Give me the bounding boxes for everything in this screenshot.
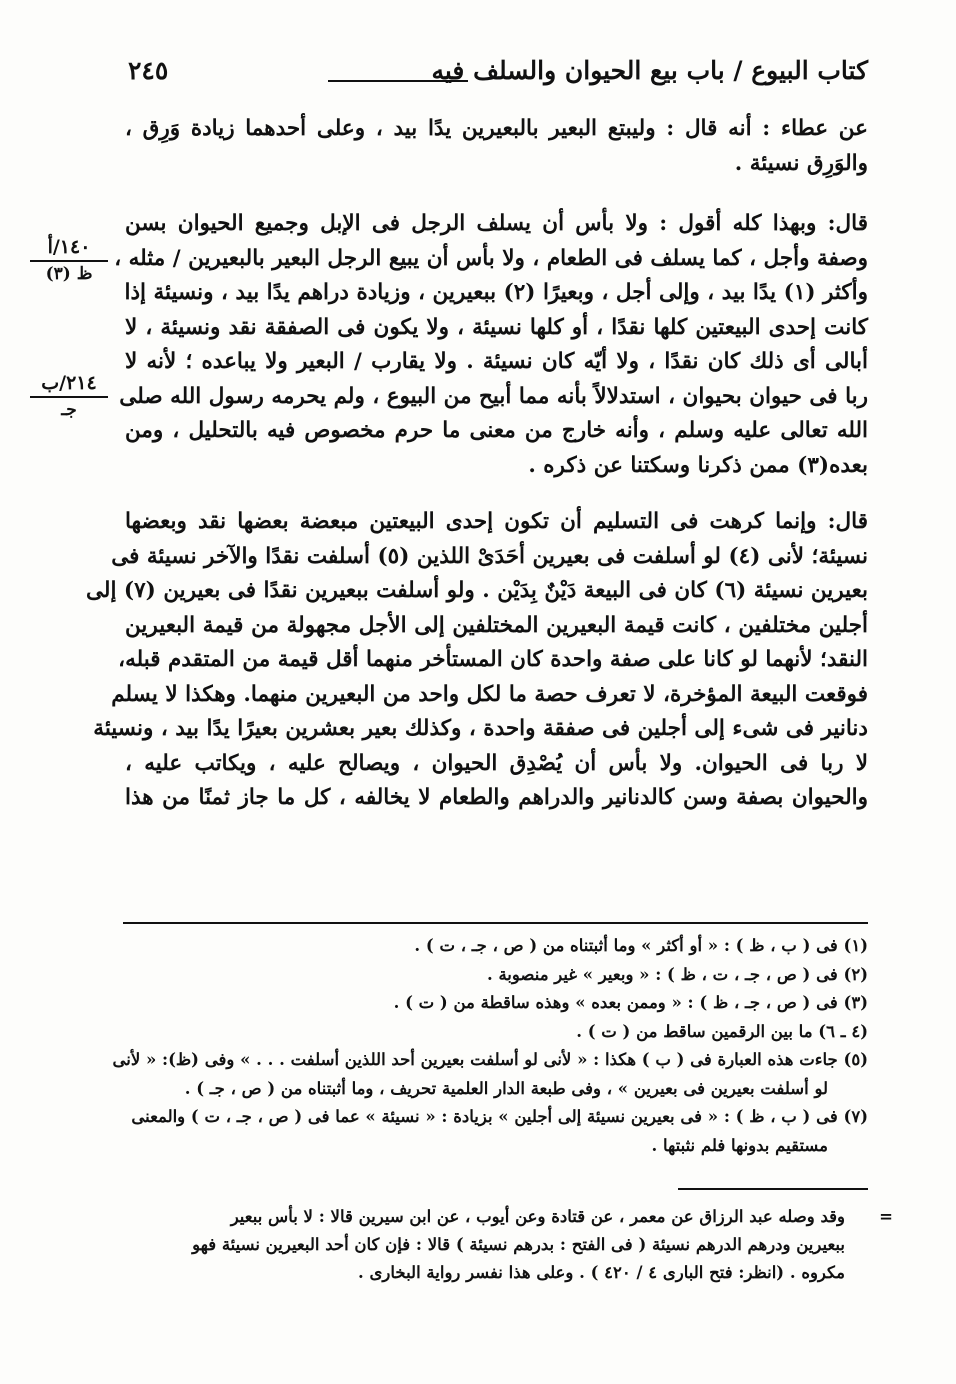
text-segment: وبهذا كله أقول : ولا بأس أن يسلف الرجل فى الإبل وجميع الحيوان بسن bbox=[125, 211, 817, 236]
footnote: (٥) جاءت هذه العبارة فى ( ب ) هكذا : « لأنى لو أسلفت بعيرين أحد اللذين أسلفت . . . » وفى (ظ): « لأنى bbox=[112, 1050, 868, 1069]
text-line: بعيرين نسيئة (٦) كان فى البيعة دَيْنٌ بِدَيْن . ولو أسلفت ببعيرين نقدًا فى بعيرين (٧) إلى bbox=[85, 578, 868, 603]
footnote: (٤ ـ ٦) ما بين الرقمين ساقط من ( ت ) . bbox=[576, 1021, 868, 1041]
text-line: الله تعالى عليه وسلم ، وأنه خارج من معنى ما حرم مخصوص فيه بالتحليل ، ومن bbox=[125, 418, 868, 443]
footnote-continuation: لو أسلفت بعيرين فى بعيرين » ، وفى طبعة الدار العلمية تحريف ، وما أثبتناه من ( ص ، جـ ) . bbox=[184, 1078, 828, 1098]
text-line bbox=[125, 505, 868, 540]
text-line: وأكثر (١) يدًا بيد ، وإلى أجل ، وبعيرًا (٢) ببعيرين ، وزيادة دراهم يدًا بيد ، ونسيئة إذا bbox=[124, 280, 868, 305]
margin-note-folio: ٢١٤/ب bbox=[30, 372, 108, 398]
page-header bbox=[128, 56, 868, 90]
speaker-keyword: قال: bbox=[827, 509, 868, 534]
note-line: وقد وصله عبد الرزاق عن معمر ، عن قتادة وعن أيوب ، عن ابن سيرين قالا : لا بأس ببعير bbox=[230, 1207, 845, 1226]
text-line: النقد؛ لأنهما لو كانا على صفة واحدة كان المستأخر منهما أقل قيمة من المتقدم قبله، bbox=[118, 647, 868, 672]
footnotes bbox=[112, 932, 868, 1160]
text-line: والوَرِق نسيئة . bbox=[734, 150, 868, 176]
text-segment: وإنما كرهت فى التسليم أن تكون إحدى البيعتين مبعضة بعضها نقد وبعضها bbox=[125, 509, 817, 534]
continued-note bbox=[125, 1203, 893, 1287]
margin-note bbox=[30, 236, 108, 284]
text-line: فوقعت البيعة المؤخرة، لا تعرف حصة ما لكل واحد من البعيرين منهما. وهكذا لا يسلم bbox=[111, 681, 868, 707]
text-line: أبالى أى ذلك كان نقدًا ، ولا أيّه كان نسيئة . ولا يقارب / البعير ولا يباعده ؛ لأنه لا bbox=[125, 349, 868, 374]
footnote-continuation: مستقيم بدونها فلم نثبتها . bbox=[651, 1135, 828, 1155]
text-line: بعده(٣) ممن ذكرنا وسكتنا عن ذكره . bbox=[528, 452, 868, 478]
note-line: مكروه . (انظر: فتح البارى ٤ / ٤٢٠ ) . وعلى هذا نفسر رواية البخارى . bbox=[358, 1263, 845, 1282]
paragraph bbox=[114, 207, 868, 483]
text-line: ربا فى حيوان بحيوان ، استدلالاً بأنه مما أبيح من البيوع ، ولم يحرمه رسول الله صلى bbox=[119, 383, 868, 409]
text-line: والحيوان بصفة وسن كالدنانير والدراهم والطعام لا يخالفه ، كل ما جاز ثمنًا من هذا bbox=[125, 785, 868, 810]
text-line: أجلين مختلفين ، كانت قيمة البعيرين المختلفين إلى الأجل مجهولة من قيمة البعيرين bbox=[125, 612, 868, 638]
text-line: نسيئة؛ لأنى (٤) لو أسلفت فى بعيرين أحَدَىْ اللذين (٥) أسلفت نقدًا والآخر نسيئة فى bbox=[111, 543, 868, 569]
running-title: كتاب البيوع / باب بيع الحيوان والسلف فيه bbox=[431, 56, 868, 85]
main-text bbox=[85, 112, 868, 816]
text-line bbox=[125, 207, 868, 242]
footnote: (٣) فى ( ص ، جـ ، ظ ) : « وممن بعده » وهذه ساقطة من ( ت ) . bbox=[393, 993, 868, 1012]
margin-note-ms: ظ (٣) bbox=[45, 264, 93, 284]
note-line: ببعيرين ودرهم الدرهم نسيئة ( فى الفتح : بدرهم نسيئة ) قالا : فإن كان أحد البعيرين نسيئة فهو bbox=[192, 1235, 845, 1254]
footnote: (١) فى ( ب ، ظ ) : « أو أكثر » وما أثبتناه من ( ص ، جـ ، ت ) . bbox=[414, 936, 868, 955]
speaker-keyword: قال: bbox=[827, 211, 868, 236]
margin-note bbox=[30, 372, 108, 420]
paragraph bbox=[125, 112, 868, 181]
footnote: (٧) فى ( ب ، ظ ) : « فى بعيرين نسيئة إلى أجلين » بزيادة : « نسيئة » عما فى ( ص ، جـ ، ت ) والمعنى bbox=[131, 1107, 868, 1126]
continuation-mark: = bbox=[879, 1207, 893, 1226]
text-line: لا ربا فى الحيوان. ولا بأس أن يُصْدِق الحيوان ، ويصالح عليه ، ويكاتب عليه ، bbox=[125, 750, 868, 776]
margin-note-folio: ١٤٠/أ bbox=[30, 236, 108, 262]
text-line: كانت إحدى البيعتين كلها نقدًا ، أو كلها نسيئة ، ولا يكون فى الصفقة نقد ونسيئة ، لا bbox=[125, 314, 868, 340]
paragraph bbox=[85, 505, 868, 816]
text-line: دنانير فى شىء إلى أجلين فى صفقة واحدة ، وكذلك بعير بعشرين بعيرًا يدًا بيد ، ونسيئة bbox=[93, 716, 868, 741]
footnote-rule bbox=[123, 922, 868, 924]
footnote: (٢) فى ( ص ، جـ ، ت ، ظ ) : « وبعير » غير منصوبة . bbox=[486, 964, 868, 984]
margin-note-ms: جـ bbox=[61, 400, 77, 420]
header-rule bbox=[328, 80, 468, 82]
text-line: وصفة وأجل ، كما يسلف فى الطعام ، ولا بأس أن يبيع الرجل البعير بالبعيرين / مثله ، bbox=[114, 245, 868, 271]
page-number: ٢٤٥ bbox=[128, 56, 169, 85]
text-line: عن عطاء : أنه قال : وليبتع البعير بالبعيرين يدًا بيد ، وعلى أحدهما زيادة وَرِق ، bbox=[125, 116, 868, 141]
footnote-rule-short bbox=[678, 1188, 868, 1190]
